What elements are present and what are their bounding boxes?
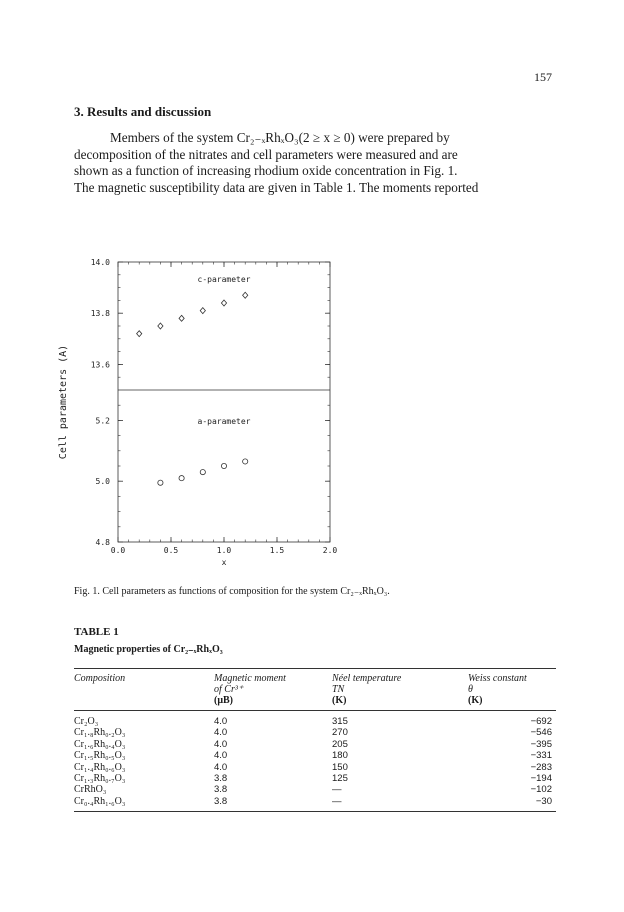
cell-magnetic-moment: 4.0 xyxy=(214,738,228,750)
cell-composition: Cr₂O₃ xyxy=(74,716,99,727)
y-tick-label: 5.0 xyxy=(95,477,110,487)
cell-weiss-constant: −102 xyxy=(530,784,552,796)
figure-caption: Fig. 1. Cell parameters as functions of composition for the system Cr₂₋ₓRhₓO₃. xyxy=(74,586,390,597)
table-row xyxy=(74,773,556,784)
y-tick-label: 5.2 xyxy=(95,416,110,426)
cell-magnetic-moment: 3.8 xyxy=(214,784,228,796)
paragraph-line: decomposition of the nitrates and cell parameters were measured and are xyxy=(74,146,458,162)
cell-weiss-constant: −30 xyxy=(535,795,552,807)
cell-neel-temperature: — xyxy=(332,795,342,807)
cell-neel-temperature: 205 xyxy=(332,738,348,750)
table-header-row xyxy=(74,669,556,711)
cell-composition: Cr₁.₈Rh₀.₂O₃ xyxy=(74,727,126,739)
cell-composition: Cr₁.₃Rh₀.₇O₃ xyxy=(74,773,126,785)
y-tick-label: 13.6 xyxy=(90,360,110,370)
paragraph-line: The magnetic susceptibility data are given in Table 1. The moments reported xyxy=(74,179,479,195)
cell-magnetic-moment: 4.0 xyxy=(214,727,228,739)
cell-neel-temperature: — xyxy=(332,784,342,796)
data-point-diamond xyxy=(200,308,205,314)
data-point-diamond xyxy=(137,331,142,337)
cell-neel-temperature: 125 xyxy=(332,773,348,785)
table-row xyxy=(74,796,556,812)
table-label: TABLE 1 xyxy=(74,626,119,638)
y-tick-label: 4.8 xyxy=(95,538,110,547)
cell-weiss-constant: −692 xyxy=(530,716,552,727)
body-paragraph xyxy=(74,130,554,196)
x-tick-label: 1.5 xyxy=(269,546,285,555)
panel-label-c-parameter: c-parameter xyxy=(197,275,251,284)
cell-composition: Cr₁.₅Rh₀.₅O₃ xyxy=(74,750,126,762)
cell-magnetic-moment: 4.0 xyxy=(214,761,228,773)
cell-weiss-constant: −283 xyxy=(530,761,552,773)
header-composition: Composition xyxy=(74,673,126,684)
data-point-diamond xyxy=(243,292,248,298)
y-tick-label: 13.8 xyxy=(90,309,110,319)
cell-neel-temperature: 270 xyxy=(332,727,348,739)
data-point-diamond xyxy=(179,315,184,321)
data-point-diamond xyxy=(221,300,226,306)
x-axis-label: x xyxy=(221,558,227,567)
data-point-circle xyxy=(158,480,163,485)
magnetic-properties-table xyxy=(74,668,556,812)
cell-composition: Cr₁.₆Rh₀.₄O₃ xyxy=(74,738,126,750)
header-weiss-constant: Weiss constant θ (K) xyxy=(468,673,527,706)
plot-frame xyxy=(118,262,330,542)
table-row xyxy=(74,750,556,761)
paragraph-line: shown as a function of increasing rhodium oxide concentration in Fig. 1. xyxy=(74,163,458,178)
cell-composition: CrRhO₃ xyxy=(74,784,107,796)
cell-parameters-chart xyxy=(52,250,352,580)
table-row xyxy=(74,727,556,738)
cell-weiss-constant: −395 xyxy=(530,738,552,750)
cell-magnetic-moment: 3.8 xyxy=(214,795,228,807)
x-tick-label: 1.0 xyxy=(216,546,232,555)
table-row xyxy=(74,784,556,795)
cell-composition: Cr₀.₄Rh₁.₆O₃ xyxy=(74,795,126,807)
y-axis-label: Cell parameters (A) xyxy=(58,344,69,460)
x-tick-label: 0.5 xyxy=(163,546,179,555)
cell-magnetic-moment: 4.0 xyxy=(214,750,228,762)
data-point-circle xyxy=(221,463,226,468)
data-point-circle xyxy=(179,476,184,481)
header-neel-temperature: Néel temperature TN (K) xyxy=(332,673,402,706)
page-number: 157 xyxy=(534,70,552,84)
panel-label-a-parameter: a-parameter xyxy=(197,417,251,426)
paragraph-line: Members of the system Cr₂₋ₓRhₓO₃(2 ≥ x ≥ 0) were prepared by xyxy=(110,130,450,145)
section-heading: 3. Results and discussion xyxy=(74,104,212,119)
data-point-circle xyxy=(243,459,248,464)
header-magnetic-moment: Magnetic moment of Cr³⁺ (μB) xyxy=(214,673,286,706)
cell-weiss-constant: −331 xyxy=(530,750,552,762)
cell-neel-temperature: 150 xyxy=(332,761,348,773)
data-point-diamond xyxy=(158,323,163,329)
table-title: Magnetic properties of Cr₂₋ₓRhₓO₃ xyxy=(74,644,223,655)
table-row xyxy=(74,762,556,773)
cell-weiss-constant: −546 xyxy=(530,727,552,739)
cell-neel-temperature: 180 xyxy=(332,750,348,762)
cell-composition: Cr₁.₄Rh₀.₆O₃ xyxy=(74,761,126,773)
x-tick-label: 0.0 xyxy=(110,546,126,555)
y-tick-label: 14.0 xyxy=(90,258,110,267)
cell-weiss-constant: −194 xyxy=(530,773,552,785)
cell-magnetic-moment: 4.0 xyxy=(214,716,228,727)
x-tick-label: 2.0 xyxy=(322,546,338,555)
cell-magnetic-moment: 3.8 xyxy=(214,773,228,785)
table-row xyxy=(74,711,556,728)
data-point-circle xyxy=(200,469,205,474)
table-row xyxy=(74,739,556,750)
cell-neel-temperature: 315 xyxy=(332,716,348,727)
